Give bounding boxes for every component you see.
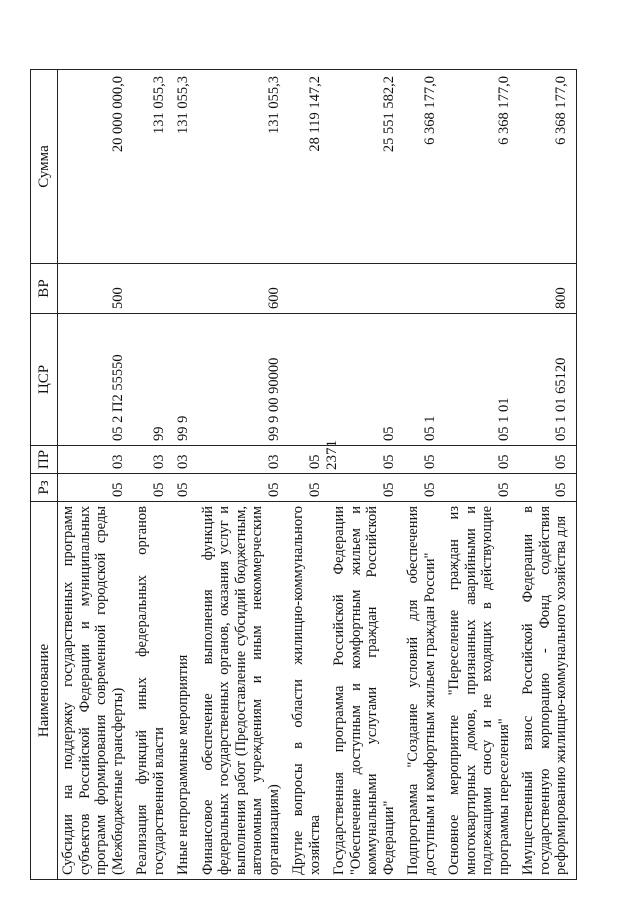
cell-csr: 05 1 01 65120 xyxy=(518,314,576,446)
cell-pr: 03 xyxy=(198,446,289,474)
cell-rz: 05 xyxy=(444,474,518,502)
cell-name: Иные непрограммные мероприятия xyxy=(173,502,198,880)
cell-csr: 99 xyxy=(132,314,173,446)
cell-rz: 05 xyxy=(58,474,133,502)
cell-sum: 6 368 177,0 xyxy=(444,70,518,264)
cell-csr: 05 xyxy=(329,314,403,446)
cell-name: Государственная программа Российской Федерации "Обеспечение доступным и комфортным жильем и коммунальными услугами граждан Российской Федерации" xyxy=(329,502,403,880)
cell-rz: 05 xyxy=(198,474,289,502)
cell-csr: 05 1 xyxy=(403,314,444,446)
cell-vr xyxy=(288,264,329,314)
cell-sum: 6 368 177,0 xyxy=(403,70,444,264)
cell-sum: 20 000 000,0 xyxy=(58,70,133,264)
cell-csr xyxy=(288,314,329,446)
table-row xyxy=(132,70,173,880)
table-row xyxy=(518,70,576,880)
budget-table xyxy=(30,69,577,880)
cell-pr: 03 xyxy=(58,446,133,474)
cell-pr: 03 xyxy=(173,446,198,474)
cell-sum: 25 551 582,2 xyxy=(329,70,403,264)
cell-rz: 05 xyxy=(173,474,198,502)
cell-name: Финансовое обеспечение выполнения функций федеральных государственных органов, оказания услуг и выполнения работ (Предоставление субсидий бюджетным, автономным учреждениям и иным некоммерческим организациям) xyxy=(198,502,289,880)
column-header-sum: Сумма xyxy=(31,70,58,264)
cell-vr: 600 xyxy=(198,264,289,314)
cell-vr xyxy=(444,264,518,314)
cell-rz: 05 xyxy=(288,474,329,502)
cell-pr: 03 xyxy=(132,446,173,474)
cell-vr xyxy=(173,264,198,314)
table-row xyxy=(403,70,444,880)
cell-pr: 05 xyxy=(288,446,329,474)
cell-csr: 99 9 00 90000 xyxy=(198,314,289,446)
column-header-csr: ЦСР xyxy=(31,314,58,446)
cell-name: Основное мероприятие "Переселение граждан из многоквартирных домов, признанных аварийными и подлежащими сносу и не входящих в действующие программы переселения" xyxy=(444,502,518,880)
cell-vr xyxy=(403,264,444,314)
cell-sum: 131 055,3 xyxy=(173,70,198,264)
cell-csr: 99 9 xyxy=(173,314,198,446)
cell-rz: 05 xyxy=(403,474,444,502)
cell-csr: 05 2 П2 55550 xyxy=(58,314,133,446)
rotated-page-content xyxy=(30,30,590,880)
cell-rz: 05 xyxy=(518,474,576,502)
cell-sum: 131 055,3 xyxy=(198,70,289,264)
cell-name: Имущественный взнос Российской Федерации в государственную корпорацию - Фонд содействия реформированию жилищно-коммунального хозяйства для xyxy=(518,502,576,880)
cell-name: Реализация функций иных федеральных органов государственной власти xyxy=(132,502,173,880)
cell-vr xyxy=(132,264,173,314)
cell-rz: 05 xyxy=(329,474,403,502)
table-row xyxy=(173,70,198,880)
page-number: 2371 xyxy=(324,440,340,470)
cell-name: Другие вопросы в области жилищно-коммунального хозяйства xyxy=(288,502,329,880)
cell-pr: 05 xyxy=(403,446,444,474)
table-row xyxy=(444,70,518,880)
cell-vr xyxy=(329,264,403,314)
cell-sum: 6 368 177,0 xyxy=(518,70,576,264)
cell-csr: 05 1 01 xyxy=(444,314,518,446)
column-header-pr: ПР xyxy=(31,446,58,474)
column-header-rz: Рз xyxy=(31,474,58,502)
cell-vr: 500 xyxy=(58,264,133,314)
cell-vr: 800 xyxy=(518,264,576,314)
table-header-row xyxy=(31,70,58,880)
cell-pr: 05 xyxy=(329,446,403,474)
cell-sum: 131 055,3 xyxy=(132,70,173,264)
cell-pr: 05 xyxy=(444,446,518,474)
table-body xyxy=(58,70,577,880)
cell-rz: 05 xyxy=(132,474,173,502)
table-row xyxy=(58,70,133,880)
table-row xyxy=(288,70,329,880)
table-row xyxy=(198,70,289,880)
column-header-vr: ВР xyxy=(31,264,58,314)
cell-sum: 28 119 147,2 xyxy=(288,70,329,264)
cell-name: Субсидии на поддержку государственных программ субъектов Российской Федерации и муниципальных программ формирования современной городской среды (Межбюджетные трансферты) xyxy=(58,502,133,880)
table-row xyxy=(329,70,403,880)
cell-name: Подпрограмма "Создание условий для обеспечения доступным и комфортным жильем граждан России" xyxy=(403,502,444,880)
cell-pr: 05 xyxy=(518,446,576,474)
column-header-name: Наименование xyxy=(31,502,58,880)
